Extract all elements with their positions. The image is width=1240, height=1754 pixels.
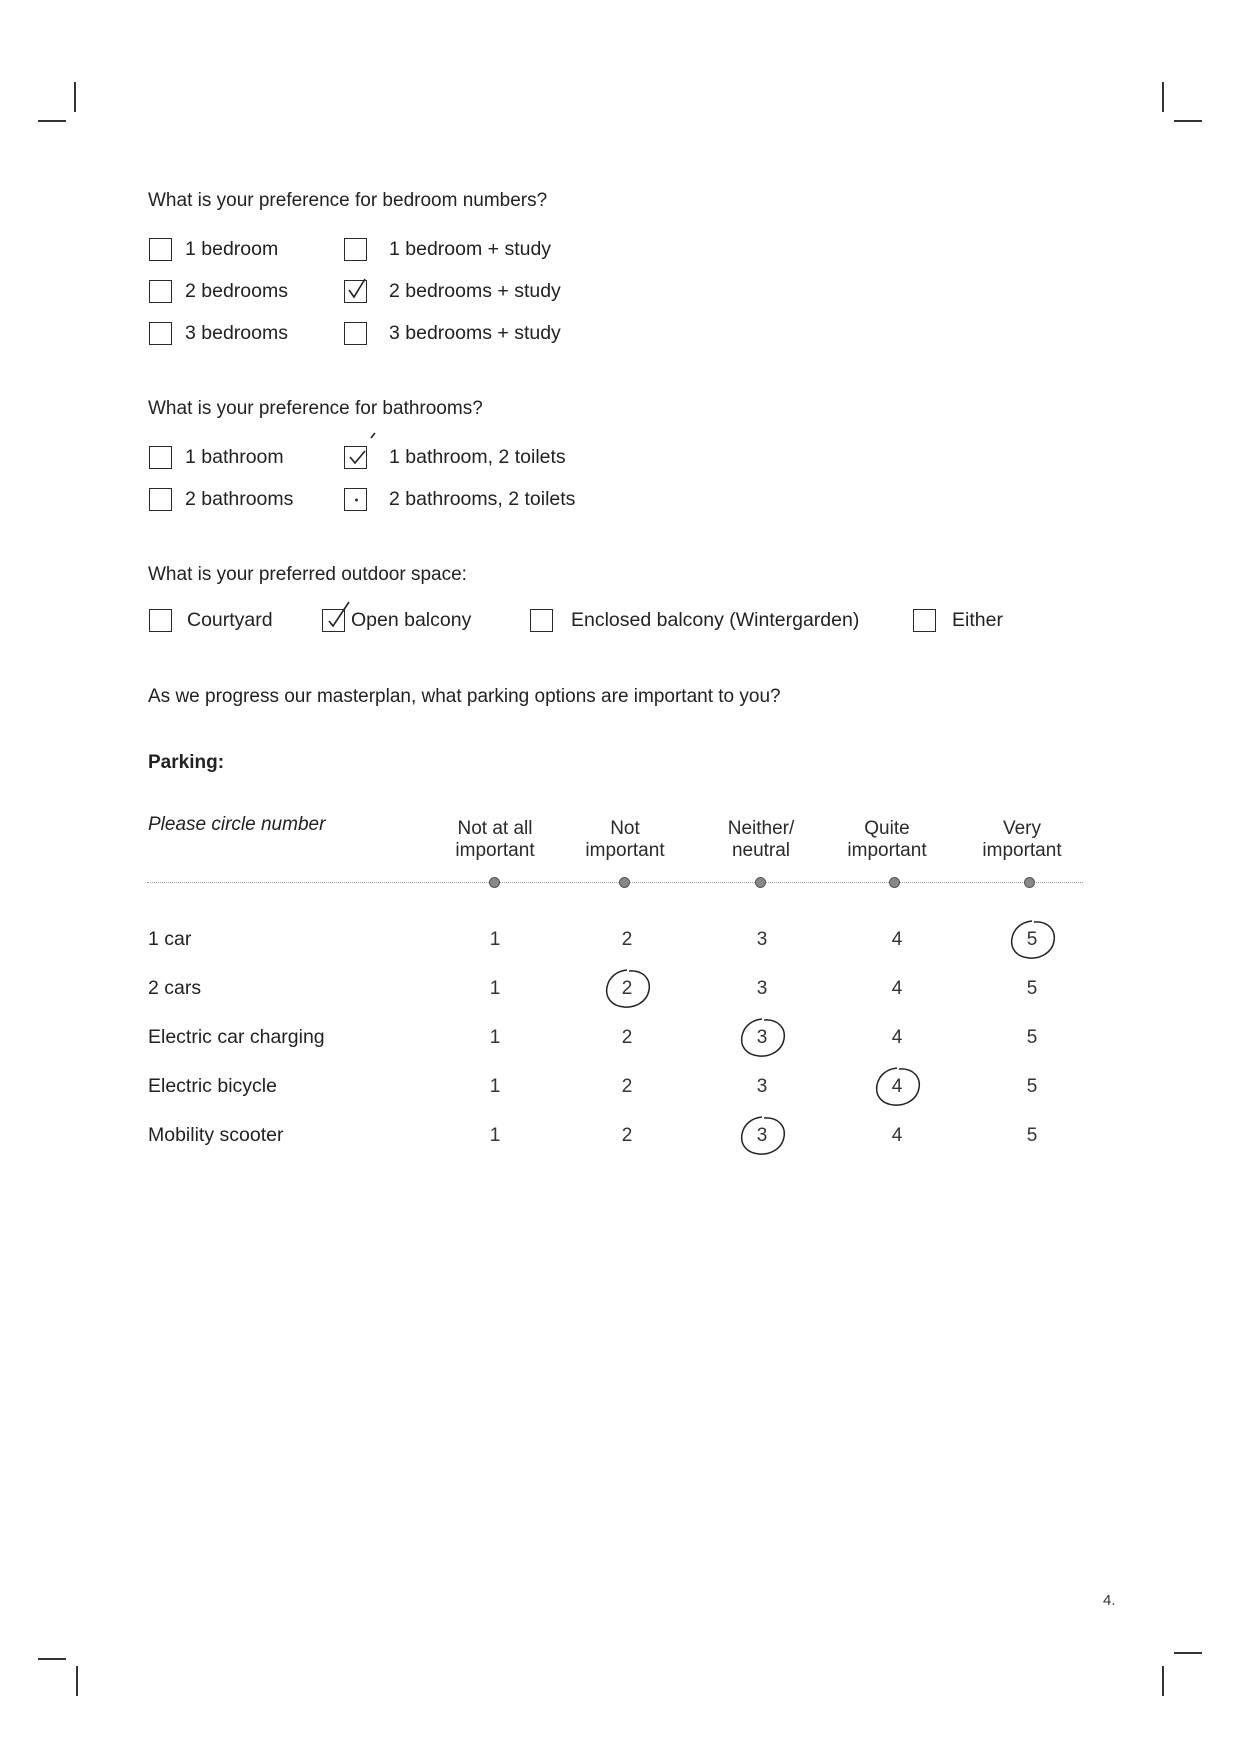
hand-drawn-circle (734, 1014, 790, 1062)
hand-drawn-circle (599, 965, 655, 1013)
checkbox-checked[interactable] (344, 280, 367, 303)
crop-mark (1162, 82, 1164, 112)
parking-question: As we progress our masterplan, what parking options are important to you? (148, 686, 781, 707)
option-label: 1 bedroom (185, 238, 279, 260)
option-label: 2 bathrooms (185, 488, 294, 510)
option-open-balcony[interactable] (322, 609, 471, 632)
scale-dot (755, 877, 766, 888)
row-label: Mobility scooter (148, 1124, 284, 1146)
rating-option[interactable]: 1 (489, 1125, 501, 1146)
option-label: 1 bathroom, 2 toilets (389, 446, 566, 468)
checkbox[interactable] (149, 322, 172, 345)
scale-header-3: Neither/ neutral (727, 818, 795, 861)
rating-option[interactable]: 4 (891, 978, 903, 999)
hand-drawn-circle (1004, 916, 1060, 964)
checkbox[interactable] (149, 238, 172, 261)
option-courtyard[interactable] (149, 609, 273, 632)
crop-mark (74, 82, 76, 112)
option-label: 3 bedrooms + study (389, 322, 561, 344)
option-3-bedrooms[interactable] (149, 322, 288, 345)
option-label: Courtyard (187, 609, 273, 631)
row-label: 2 cars (148, 977, 202, 999)
option-label: 2 bedrooms (185, 280, 288, 302)
instruction-text: Please circle number (148, 814, 326, 835)
option-label: Either (952, 609, 1003, 631)
rating-option[interactable]: 2 (621, 1027, 633, 1048)
page-number: 4. (1103, 1592, 1116, 1609)
option-2-bathrooms[interactable] (149, 488, 293, 511)
row-label: Electric car charging (148, 1026, 325, 1048)
scale-line (147, 882, 1083, 883)
option-either[interactable] (913, 609, 1003, 632)
rating-option[interactable]: 1 (489, 1076, 501, 1097)
parking-heading: Parking: (148, 752, 225, 773)
option-1-bathroom-2-toilets[interactable] (344, 446, 566, 469)
row-label: Electric bicycle (148, 1075, 277, 1097)
checkbox[interactable] (149, 609, 172, 632)
option-2-bedrooms-study[interactable] (344, 280, 561, 303)
rating-option[interactable]: 4 (891, 1076, 903, 1097)
checkbox[interactable] (530, 609, 553, 632)
rating-option[interactable]: 3 (756, 1027, 768, 1048)
scale-dot (619, 877, 630, 888)
rating-option[interactable]: 3 (756, 1076, 768, 1097)
checkbox[interactable] (149, 446, 172, 469)
crop-mark (38, 120, 66, 122)
option-label: Open balcony (351, 609, 472, 631)
option-label: 1 bedroom + study (389, 238, 552, 260)
rating-option[interactable]: 2 (621, 1125, 633, 1146)
rating-option[interactable]: 4 (891, 1125, 903, 1146)
option-label: 2 bathrooms, 2 toilets (389, 488, 576, 510)
rating-option[interactable]: 2 (621, 978, 633, 999)
option-2-bathrooms-2-toilets[interactable] (344, 488, 575, 511)
checkbox[interactable] (344, 322, 367, 345)
bedroom-question: What is your preference for bedroom numbers? (148, 190, 548, 211)
outdoor-question: What is your preferred outdoor space: (148, 564, 467, 585)
rating-option[interactable]: 4 (891, 1027, 903, 1048)
hand-drawn-circle (734, 1112, 790, 1160)
hand-drawn-circle (869, 1063, 925, 1111)
option-1-bathroom[interactable] (149, 446, 284, 469)
checkmark-icon (319, 598, 359, 638)
scale-header-1: Not at all important (455, 818, 535, 861)
rating-option[interactable]: 2 (621, 1076, 633, 1097)
option-1-bedroom-study[interactable] (344, 238, 551, 261)
checkbox[interactable] (344, 488, 367, 511)
option-label: 3 bedrooms (185, 322, 288, 344)
scale-header-4: Quite important (847, 818, 927, 861)
scale-header-5: Very important (982, 818, 1062, 861)
rating-option[interactable]: 5 (1026, 1125, 1038, 1146)
checkbox-checked[interactable] (322, 609, 345, 632)
rating-option[interactable]: 2 (621, 929, 633, 950)
rating-option[interactable]: 3 (756, 1125, 768, 1146)
scale-dot (1024, 877, 1035, 888)
checkmark-icon (341, 269, 377, 305)
rating-option[interactable]: 1 (489, 1027, 501, 1048)
option-2-bedrooms[interactable] (149, 280, 288, 303)
checkbox[interactable] (149, 280, 172, 303)
rating-option[interactable]: 1 (489, 978, 501, 999)
checkbox[interactable] (344, 238, 367, 261)
option-1-bedroom[interactable] (149, 238, 278, 261)
checkbox[interactable] (149, 488, 172, 511)
option-label: 2 bedrooms + study (389, 280, 561, 302)
rating-option[interactable]: 3 (756, 929, 768, 950)
rating-option[interactable]: 4 (891, 929, 903, 950)
dot-icon (341, 477, 371, 507)
option-label: 1 bathroom (185, 446, 284, 468)
crop-mark (1174, 1652, 1202, 1654)
crop-mark (76, 1666, 78, 1696)
rating-option[interactable]: 5 (1026, 978, 1038, 999)
checkmark-icon (341, 435, 381, 475)
scale-header-2: Not important (585, 818, 665, 861)
crop-mark (1174, 120, 1202, 122)
scale-dot (489, 877, 500, 888)
scale-dot (889, 877, 900, 888)
row-label: 1 car (148, 928, 192, 950)
checkbox-checked[interactable] (344, 446, 367, 469)
bathroom-question: What is your preference for bathrooms? (148, 398, 483, 419)
checkbox[interactable] (913, 609, 936, 632)
option-enclosed-balcony[interactable] (530, 609, 859, 632)
rating-option[interactable]: 5 (1026, 1076, 1038, 1097)
rating-option[interactable]: 3 (756, 978, 768, 999)
rating-option[interactable]: 1 (489, 929, 501, 950)
crop-mark (38, 1658, 66, 1660)
rating-option[interactable]: 5 (1026, 1027, 1038, 1048)
crop-mark (1162, 1666, 1164, 1696)
option-3-bedrooms-study[interactable] (344, 322, 561, 345)
option-label: Enclosed balcony (Wintergarden) (571, 609, 860, 631)
rating-option[interactable]: 5 (1026, 929, 1038, 950)
